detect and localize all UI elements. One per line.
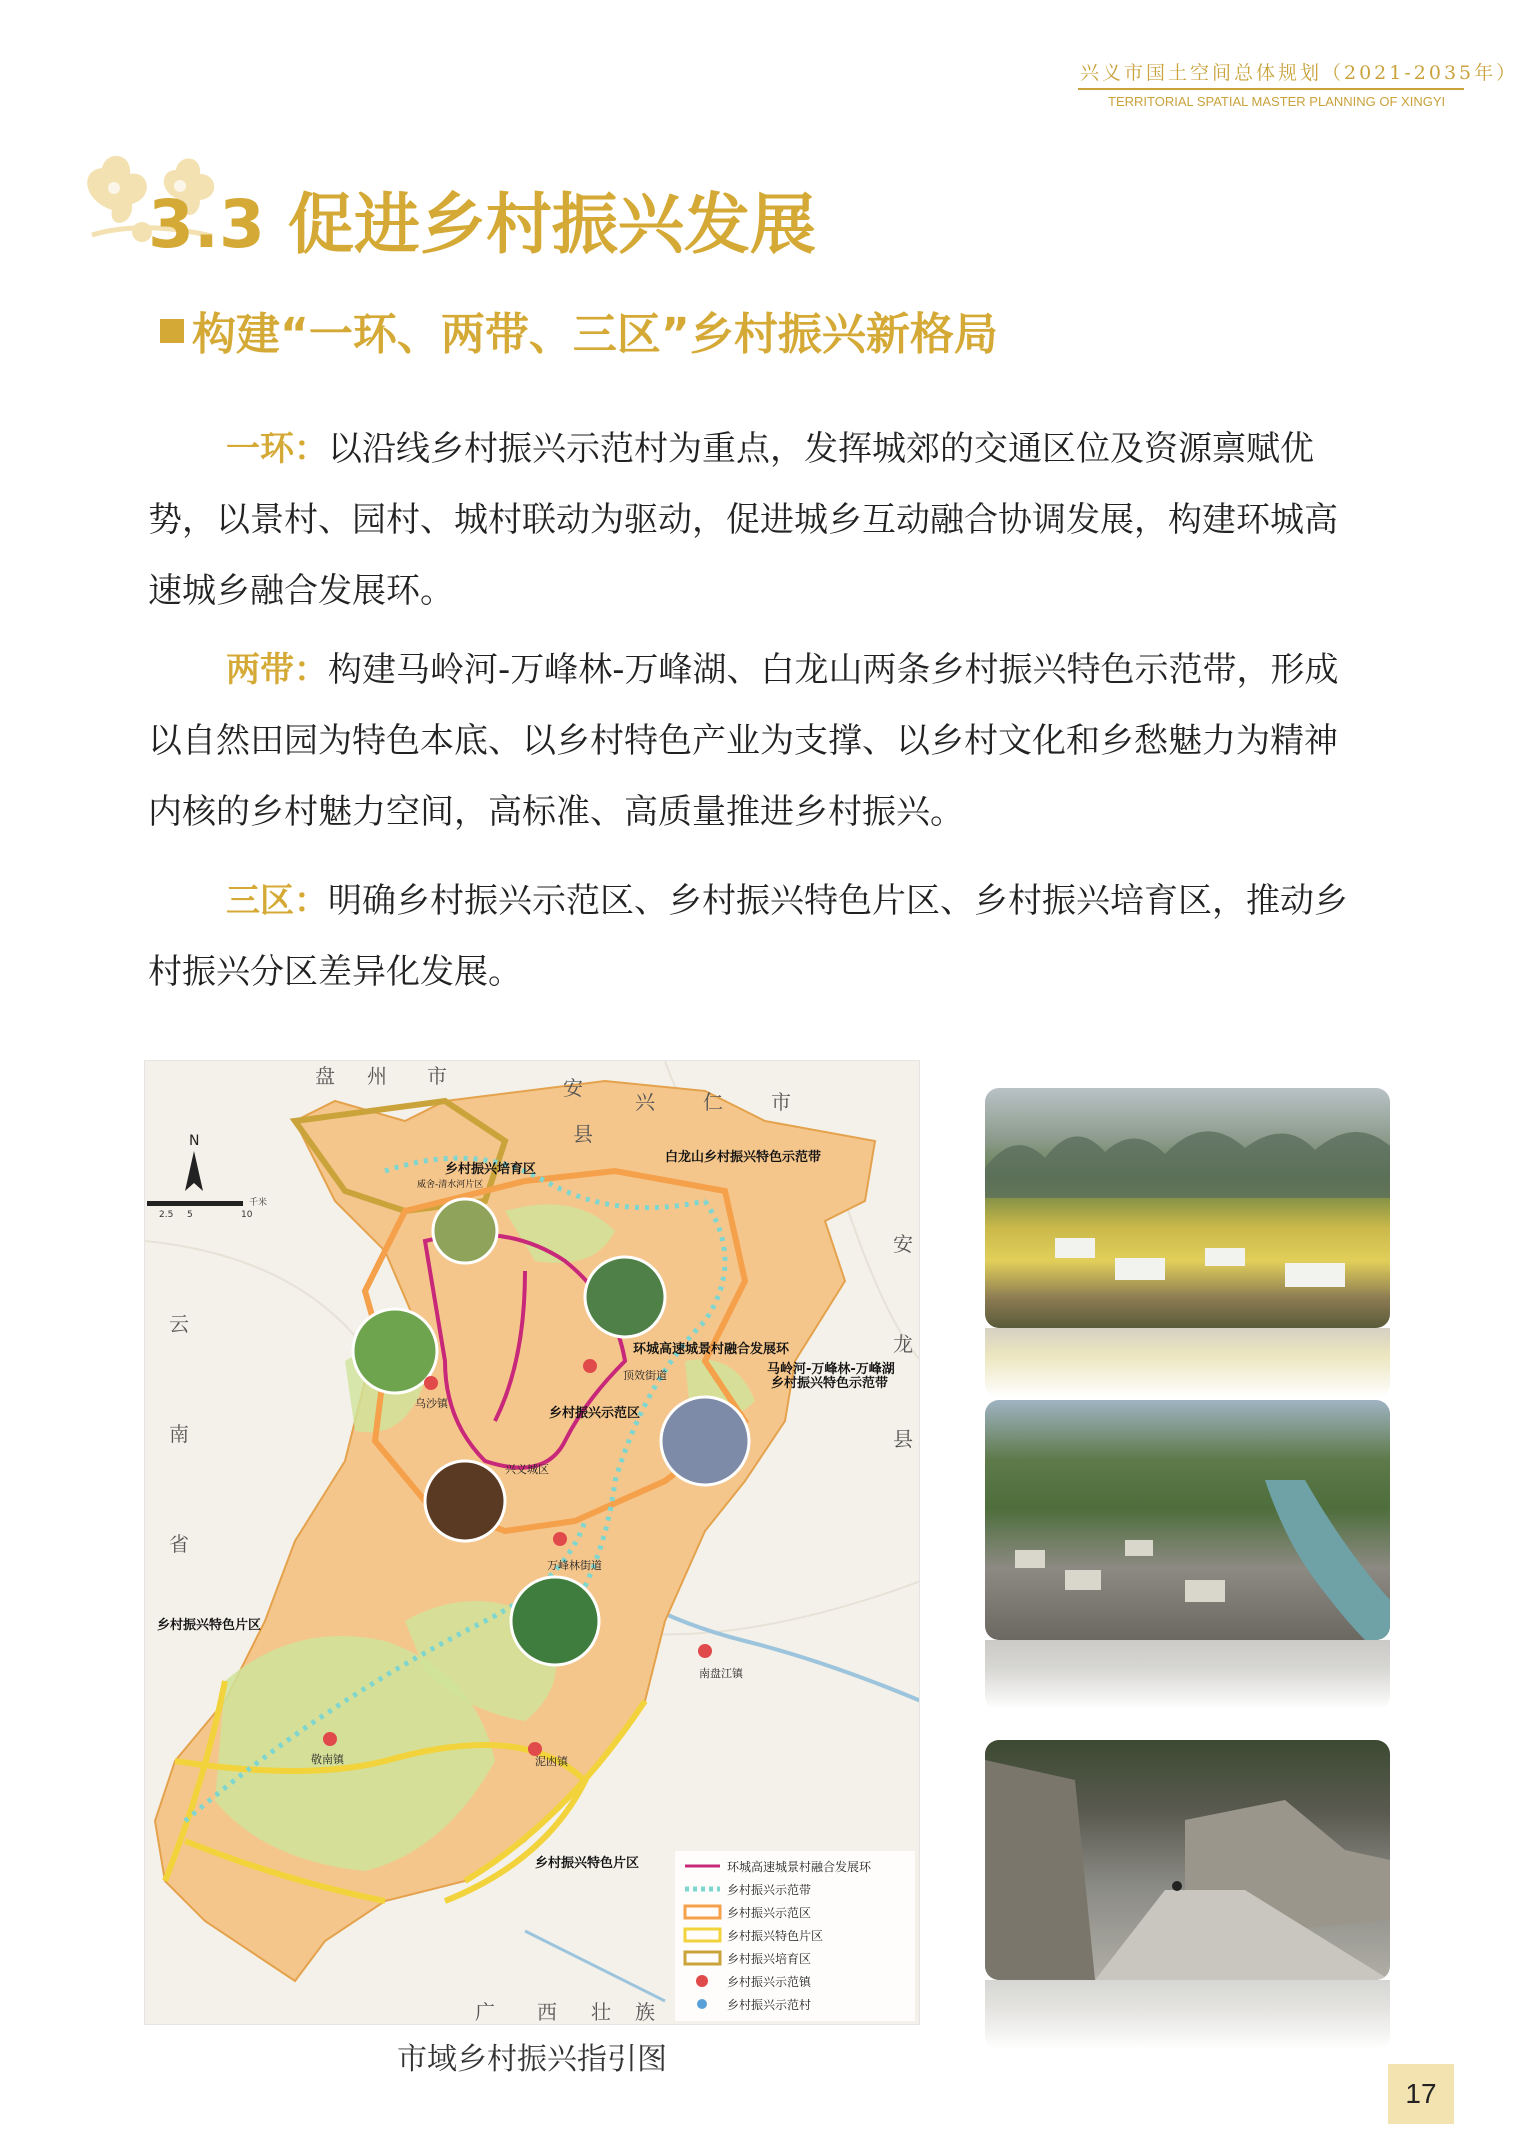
photo-stone-village-lane — [985, 1740, 1390, 2050]
paragraph-liangdai — [148, 635, 1356, 848]
subtitle-text: 构建“一环、两带、三区”乡村振兴新格局 — [192, 309, 998, 360]
map-neighbor-label: 州 — [367, 1064, 387, 1088]
section-title: 3.3 促进乡村振兴发展 — [148, 186, 816, 263]
paragraph-yihuan — [148, 414, 1356, 627]
map-zone-sublabel: 威舍-清水河片区 — [417, 1180, 484, 1190]
paragraph-label: 两带： — [226, 650, 328, 690]
map-town-label: 万峰林街道 — [547, 1559, 602, 1572]
header-title-cn: 兴义市国土空间总体规划（2021-2035年） — [1080, 62, 1519, 84]
map-neighbor-label: 壮 — [591, 2000, 611, 2024]
header-divider — [1078, 88, 1464, 90]
legend-label: 乡村振兴培育区 — [727, 1952, 812, 1966]
legend-label: 乡村振兴示范带 — [727, 1883, 812, 1897]
map-zone-label: 乡村振兴特色片区 — [157, 1618, 262, 1633]
map-neighbor-label: 市 — [427, 1064, 447, 1088]
scale-tick: 5 — [187, 1210, 193, 1220]
map-ring-label: 环城高速城景村融合发展环 — [633, 1342, 790, 1357]
map-neighbor-label: 龙 — [893, 1332, 913, 1356]
map-neighbor-label: 县 — [573, 1122, 593, 1146]
paragraph-sanqu — [148, 866, 1356, 1008]
map-town-label: 乌沙镇 — [415, 1397, 448, 1410]
paragraph-text: 构建马岭河-万峰林-万峰湖、白龙山两条乡村振兴特色示范带，形成以自然田园为特色本底、以乡村特色产业为支撑、以乡村文化和乡愁魅力为精神内核的乡村魅力空间，高标准、高质量推进乡村振兴。 — [148, 650, 1339, 832]
map-neighbor-label: 县 — [893, 1427, 913, 1451]
map-town-label: 南盘江镇 — [699, 1667, 743, 1680]
map-belt-label: 乡村振兴特色示范带 — [771, 1376, 889, 1391]
map-legend — [675, 1851, 915, 2021]
map-neighbor-label: 仁 — [703, 1090, 723, 1114]
map-belt-label: 白龙山乡村振兴特色示范带 — [665, 1150, 822, 1165]
square-bullet-icon — [160, 319, 184, 343]
scale-unit: 千米 — [249, 1198, 268, 1208]
page-number: 17 — [1388, 2064, 1454, 2124]
map-neighbor-label: 云 — [169, 1312, 189, 1336]
map-neighbor-label: 市 — [771, 1090, 791, 1114]
legend-label: 乡村振兴示范村 — [727, 1998, 812, 2012]
north-label: N — [189, 1133, 200, 1149]
map-neighbor-label: 盘 — [315, 1064, 335, 1088]
map-town-label: 敬南镇 — [311, 1753, 344, 1766]
karst-mountains-icon — [985, 1088, 1390, 1328]
legend-label: 环城高速城景村融合发展环 — [727, 1860, 872, 1874]
legend-label: 乡村振兴示范区 — [727, 1906, 812, 1920]
map-neighbor-label: 安 — [893, 1232, 913, 1256]
header-title-en: TERRITORIAL SPATIAL MASTER PLANNING OF XINGYI — [1108, 94, 1446, 109]
paragraph-text: 明确乡村振兴示范区、乡村振兴特色片区、乡村振兴培育区，推动乡村振兴分区差异化发展。 — [148, 881, 1348, 992]
legend-label: 乡村振兴示范镇 — [727, 1975, 812, 1989]
scale-tick: 10 — [241, 1210, 253, 1220]
rural-revitalization-map — [144, 1060, 920, 2025]
map-neighbor-label: 南 — [169, 1422, 189, 1446]
map-neighbor-label: 广 — [475, 2000, 495, 2024]
map-zone-label: 乡村振兴示范区 — [549, 1406, 641, 1421]
river-town-icon — [985, 1400, 1390, 1640]
map-town-label: 泥凼镇 — [535, 1755, 568, 1768]
map-town-label: 兴义城区 — [505, 1463, 549, 1476]
legend-label: 乡村振兴特色片区 — [727, 1929, 824, 1943]
stone-lane-icon — [985, 1740, 1390, 1980]
photo-karst-valley-village — [985, 1088, 1390, 1398]
scale-tick: 2.5 — [159, 1210, 174, 1220]
map-town-label: 顶效街道 — [623, 1369, 667, 1382]
map-neighbor-label: 安 — [563, 1076, 583, 1100]
map-neighbor-label: 西 — [537, 2000, 557, 2024]
map-zone-label: 乡村振兴特色片区 — [535, 1856, 640, 1871]
paragraph-label: 三区： — [226, 881, 328, 921]
map-zone-label: 乡村振兴培育区 — [445, 1162, 537, 1177]
map-neighbor-label: 兴 — [635, 1090, 655, 1114]
map-caption: 市域乡村振兴指引图 — [397, 2042, 667, 2077]
paragraph-label: 一环： — [226, 429, 328, 469]
photo-river-town-aerial — [985, 1400, 1390, 1710]
map-neighbor-label: 族 — [635, 2000, 655, 2024]
map-neighbor-label: 省 — [169, 1532, 189, 1556]
section-subtitle — [160, 305, 998, 365]
map-belt-label: 马岭河-万峰林-万峰湖 — [767, 1362, 895, 1377]
paragraph-text: 以沿线乡村振兴示范村为重点，发挥城郊的交通区位及资源禀赋优势，以景村、园村、城村联动为驱动，促进城乡互动融合协调发展，构建环城高速城乡融合发展环。 — [148, 429, 1338, 611]
